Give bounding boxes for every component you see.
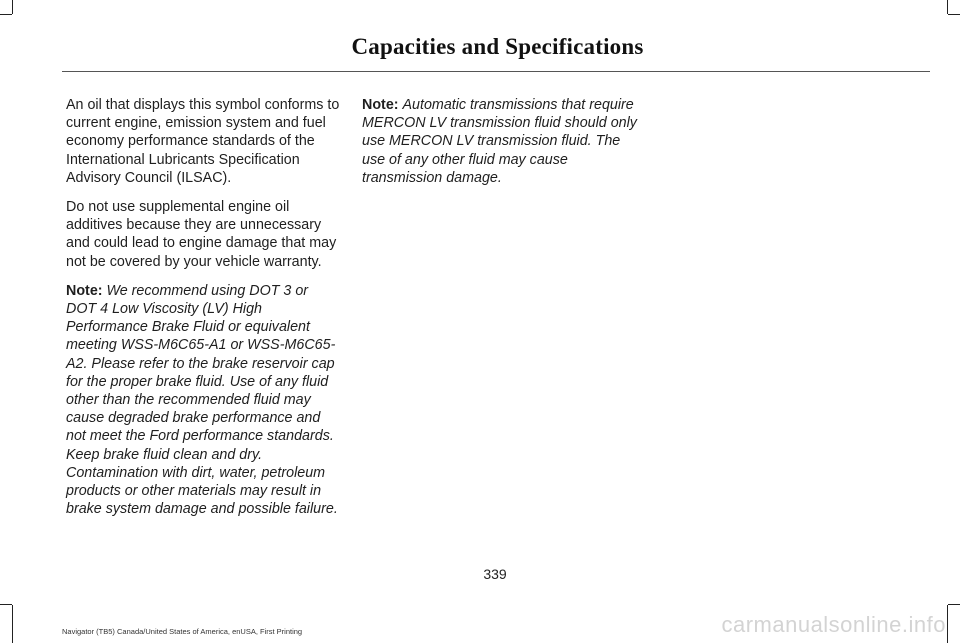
- left-column: [66, 96, 342, 529]
- crop-mark-bottom-right-vertical: [947, 605, 948, 643]
- crop-mark-top-right-horizontal: [948, 14, 960, 15]
- note-label: Note:: [66, 282, 103, 299]
- note-text: Automatic transmissions that require MERCON LV transmission fluid should only use MERCON LV transmission fluid. The use of any other fluid may cause transmission damage.: [362, 97, 637, 186]
- note-text: We recommend using DOT 3 or DOT 4 Low Viscosity (LV) High Performance Brake Fluid or equivalent meeting WSS-M6C65-A1 or WSS-M6C65-A2. Please refer to the brake reservoir cap for the proper brake fluid. Use of any fluid other than the recommended fluid may cause degraded brake performance and not meet the Ford performance standards. Keep brake fluid clean and dry. Contamination with dirt, water, petroleum products or other materials may result in brake system damage and possible failure.: [66, 282, 338, 518]
- watermark: carmanualsonline.info: [721, 612, 946, 637]
- note-label: Note:: [362, 97, 399, 113]
- crop-mark-top-left-vertical: [12, 0, 13, 14]
- oil-symbol-paragraph: An oil that displays this symbol conforms to current engine, emission system and fuel economy performance standards of the International Lubricants Specification Advisory Council (ILSAC).: [66, 97, 340, 186]
- transmission-fluid-note: [362, 96, 638, 187]
- oil-additives-paragraph: Do not use supplemental engine oil additives because they are unnecessary and could lead to engine damage that may not be covered by your vehicle warranty.: [66, 199, 337, 270]
- crop-mark-bottom-left-vertical: [12, 605, 13, 643]
- right-column: [362, 96, 638, 198]
- page-title: Capacities and Specifications: [351, 34, 644, 59]
- crop-mark-top-right-vertical: [947, 0, 948, 14]
- crop-mark-bottom-left-horizontal: [0, 604, 12, 605]
- crop-mark-bottom-right-horizontal: [948, 604, 960, 605]
- header-divider: [62, 71, 930, 72]
- page-number: 339: [483, 566, 507, 582]
- printing-info: Navigator (TB5) Canada/United States of America, enUSA, First Printing: [62, 627, 303, 636]
- crop-mark-top-left-horizontal: [0, 14, 12, 15]
- brake-fluid-note: [66, 282, 342, 519]
